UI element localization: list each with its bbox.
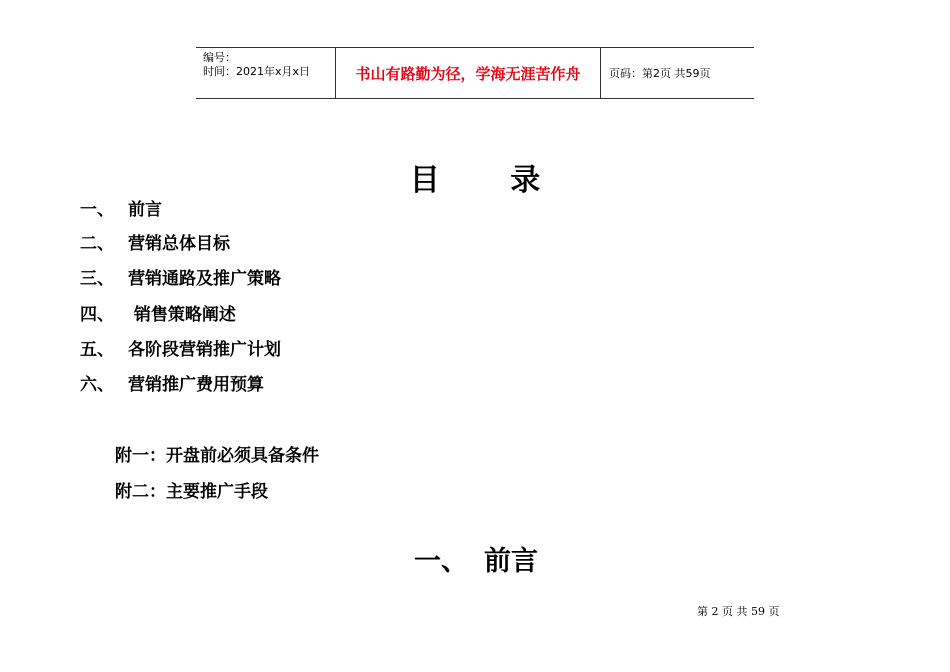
section-number: 一、 <box>414 546 468 577</box>
toc-item-label: 营销总体目标 <box>128 234 230 254</box>
toc-title: 目 录 <box>409 163 571 198</box>
toc-item-number: 六、 <box>80 375 114 395</box>
appendix-item: 附二：主要推广手段 <box>115 482 268 502</box>
toc-item-number: 三、 <box>80 269 114 289</box>
time-label: 时间：2021年x月x日 <box>203 65 311 78</box>
section-title: 前言 <box>484 546 538 577</box>
header-meta <box>196 48 336 98</box>
toc-item-label: 各阶段营销推广计划 <box>128 340 281 360</box>
toc-item-number: 二、 <box>80 234 114 254</box>
toc-item <box>80 199 162 221</box>
toc-item-label: 营销推广费用预算 <box>128 375 264 395</box>
toc-item-label: 营销通路及推广策略 <box>128 269 281 289</box>
toc-item-number: 四、 <box>80 305 114 325</box>
toc-item-number: 一、 <box>80 200 114 220</box>
toc-item <box>80 374 264 396</box>
appendix-item: 附一：开盘前必须具备条件 <box>115 446 319 466</box>
header-page-code: 页码：第2页 共59页 <box>609 67 711 80</box>
toc-item <box>80 233 230 255</box>
toc-item-number: 五、 <box>80 340 114 360</box>
page-header <box>196 47 754 99</box>
number-label: 编号： <box>203 51 236 64</box>
toc-item-label: 销售策略阐述 <box>128 305 236 325</box>
section-heading <box>414 545 538 579</box>
header-motto: 书山有路勤为径，学海无涯苦作舟 <box>336 48 601 98</box>
toc-item <box>80 304 236 326</box>
toc-item-label: 前言 <box>128 200 162 220</box>
toc-item <box>80 268 281 290</box>
toc-item <box>80 339 281 361</box>
page-footer: 第 2 页 共 59 页 <box>697 605 780 618</box>
